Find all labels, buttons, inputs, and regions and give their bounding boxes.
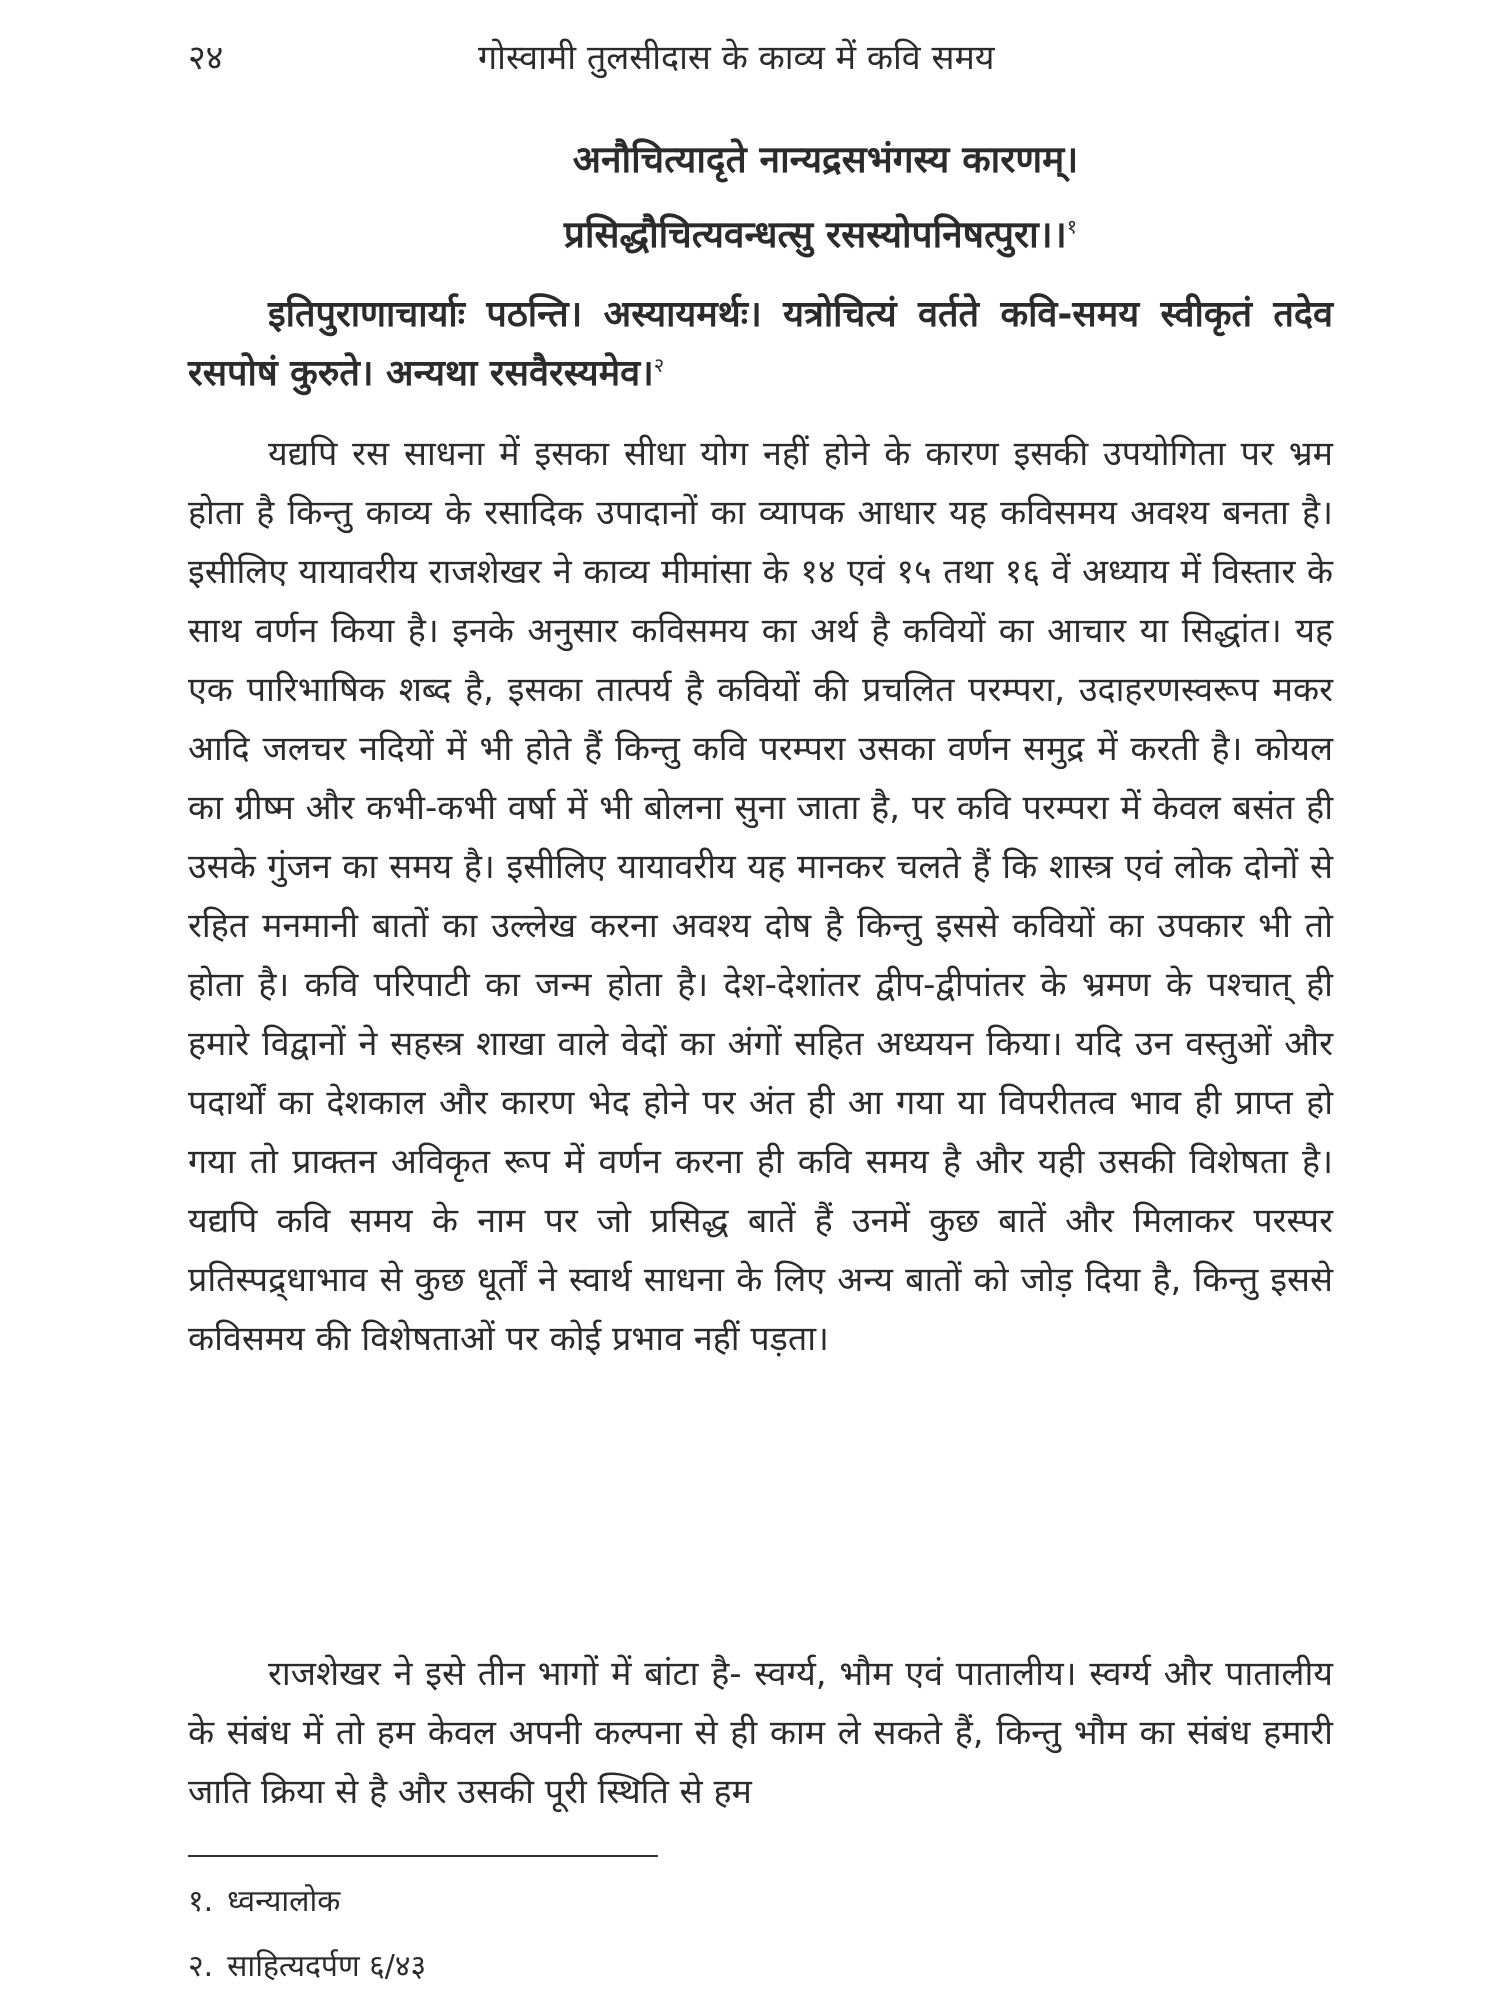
footnote-divider <box>188 1855 658 1857</box>
footnote-1-text: ध्वन्यालोक <box>227 1884 341 1919</box>
body-paragraph-2: राजशेखर ने इसे तीन भागों में बांटा है- स्वर्ग्य, भौम एवं पातालीय। स्वर्ग्य और पातालीय के संबंध में तो हम केवल अपनी कल्पना से ही काम ले सकते हैं, किन्तु भौम का संबंध हमारी जाति क्रिया से है और उसकी पूरी स्थिति से हम <box>188 1654 1333 1812</box>
footnote-1-number: १. <box>188 1884 214 1919</box>
footnote-ref-2: २ <box>653 353 665 377</box>
sanskrit-paragraph <box>188 285 1333 403</box>
verse-line-2 <box>188 205 1333 265</box>
verse-line-2-text: प्रसिद्धौचित्यवन्धत्सु रसस्योपनिषत्पुरा।। <box>563 213 1067 256</box>
footnote-2-text: साहित्यदर्पण ६/४३ <box>227 1949 427 1984</box>
footnote-ref-1: १ <box>1066 214 1078 239</box>
running-title: गोस्वामी तुलसीदास के काव्य में कवि समय <box>478 38 995 78</box>
verse-line-1 <box>188 130 1333 190</box>
verse-line-1-text: अनौचित्यादृते नान्यद्रसभंगस्य कारणम्। <box>572 138 1079 181</box>
page-header <box>188 28 1333 88</box>
footnote-1 <box>188 1880 340 1924</box>
footnote-2 <box>188 1945 426 1989</box>
page-number: २४ <box>188 38 224 78</box>
sanskrit-paragraph-text: इतिपुराणाचार्याः पठन्ति। अस्यायमर्थः। यत्रोचित्यं वर्तते कवि-समय स्वीकृतं तदेव रसपोषं कुरुते। अन्यथा रसवैरस्यमेव। <box>188 294 1333 394</box>
footnote-2-number: २. <box>188 1949 214 1984</box>
body-paragraph-1: यद्यपि रस साधना में इसका सीधा योग नहीं होने के कारण इसकी उपयोगिता पर भ्रम होता है किन्तु काव्य के रसादिक उपादानों का व्यापक आधार यह कविसमय अवश्य बनता है। इसीलिए यायावरीय राजशेखर ने काव्य मीमांसा के १४ एवं १५ तथा १६ वें अध्याय में विस्तार के साथ वर्णन किया है। इनके अनुसार कविसमय का अर्थ है कवियों का आचार या सिद्धांत। यह एक पारिभाषिक शब्द है, इसका तात्पर्य है कवियों की प्रचलित परम्परा, उदाहरणस्वरूप मकर आदि जलचर नदियों में भी होते हैं किन्तु कवि परम्परा उसका वर्णन समुद्र में करती है। कोयल का ग्रीष्म और कभी-कभी वर्षा में भी बोलना सुना जाता है, पर कवि परम्परा में केवल बसंत ही उसके गुंजन का समय है। इसीलिए यायावरीय यह मानकर चलते हैं कि शास्त्र एवं लोक दोनों से रहित मनमानी बातों का उल्लेख करना अवश्य दोष है किन्तु इससे कवियों का उपकार भी तो होता है। कवि परिपाटी का जन्म होता है। देश-देशांतर द्वीप-द्वीपांतर के भ्रमण के पश्चात् ही हमारे विद्वानों ने सहस्त्र शाखा वाले वेदों का अंगों सहित अध्ययन किया। यदि उन वस्तुओं और पदार्थों का देशकाल और कारण भेद होने पर अंत ही आ गया या विपरीतत्व भाव ही प्राप्त हो गया तो प्राक्तन अविकृत रूप में वर्णन करना ही कवि समय है और यही उसकी विशेषता है। यद्यपि कवि समय के नाम पर जो प्रसिद्ध बातें हैं उनमें कुछ बातें और मिलाकर परस्पर प्रतिस्पद्र्धाभाव से कुछ धूर्तों ने स्वार्थ साधना के लिए अन्य बातों को जोड़ दिया है, किन्तु इससे कविसमय की विशेषताओं पर कोई प्रभाव नहीं पड़ता। <box>188 434 1333 1359</box>
